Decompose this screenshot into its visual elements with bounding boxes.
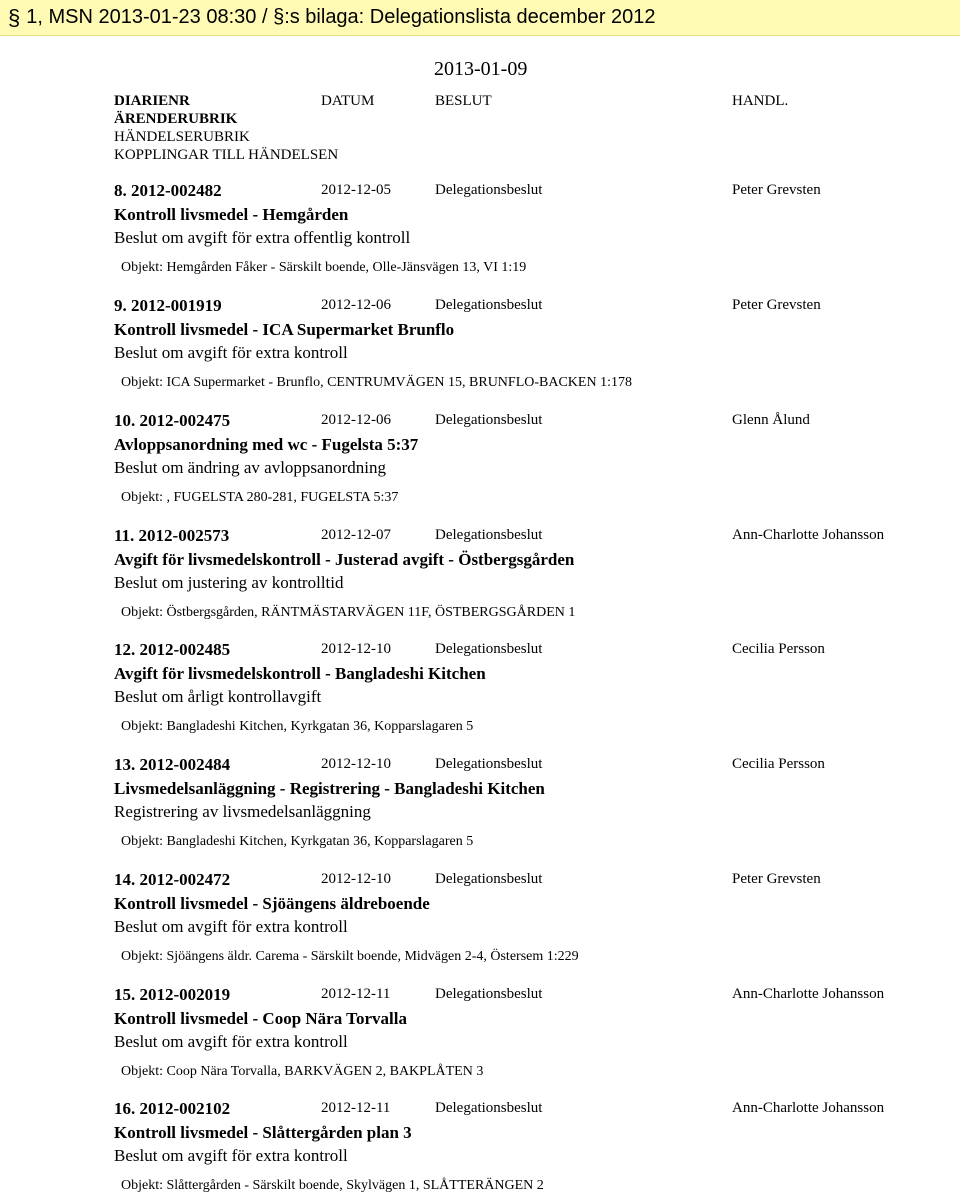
entry-description: Beslut om årligt kontrollavgift [114, 687, 322, 706]
entry-handler: Ann-Charlotte Johansson [732, 1100, 885, 1116]
entry-date: 2012-12-11 [321, 986, 391, 1002]
entry-number: 16. 2012-002102 [114, 1099, 231, 1118]
entry-number: 9. 2012-001919 [114, 296, 222, 315]
entry-handler: Peter Grevsten [732, 297, 821, 313]
list-item [0, 411, 960, 523]
entry-description: Beslut om avgift för extra kontroll [114, 1032, 348, 1051]
entry-description: Beslut om ändring av avloppsanordning [114, 458, 386, 477]
entry-object: Objekt: Bangladeshi Kitchen, Kyrkgatan 36, Kopparslagaren 5 [121, 719, 474, 734]
entry-object: Objekt: ICA Supermarket - Brunflo, CENTRUMVÄGEN 15, BRUNFLO-BACKEN 1:178 [121, 375, 632, 390]
entry-title: Avgift för livsmedelskontroll - Bangladeshi Kitchen [114, 664, 486, 683]
entry-number: 14. 2012-002472 [114, 870, 231, 889]
entry-description: Beslut om avgift för extra kontroll [114, 1146, 348, 1165]
list-item [0, 985, 960, 1097]
list-item [0, 755, 960, 867]
entry-object: Objekt: Bangladeshi Kitchen, Kyrkgatan 36, Kopparslagaren 5 [121, 834, 474, 849]
column-header-handl: HANDL. [732, 93, 789, 109]
column-header-handelserubrik: HÄNDELSERUBRIK [114, 129, 250, 145]
entry-decision: Delegationsbeslut [435, 871, 543, 887]
list-item [0, 870, 960, 982]
entry-title: Livsmedelsanläggning - Registrering - Bangladeshi Kitchen [114, 779, 545, 798]
entry-handler: Cecilia Persson [732, 756, 825, 772]
entry-object: Objekt: Slåttergården - Särskilt boende, Skylvägen 1, SLÅTTERÄNGEN 2 [121, 1178, 544, 1193]
entry-date: 2012-12-05 [321, 182, 391, 198]
entry-object: Objekt: Östbergsgården, RÄNTMÄSTARVÄGEN 11F, ÖSTBERGSGÅRDEN 1 [121, 605, 576, 620]
entry-title: Kontroll livsmedel - Sjöängens äldreboende [114, 894, 430, 913]
entry-decision: Delegationsbeslut [435, 182, 543, 198]
entry-handler: Cecilia Persson [732, 641, 825, 657]
list-item [0, 1099, 960, 1198]
entry-handler: Peter Grevsten [732, 871, 821, 887]
entry-decision: Delegationsbeslut [435, 986, 543, 1002]
banner-title: 1, MSN 2013-01-23 08:30 / §:s bilaga: Delegationslista december 2012 [26, 6, 656, 28]
entry-object: Objekt: , FUGELSTA 280-281, FUGELSTA 5:37 [121, 490, 399, 505]
entry-description: Registrering av livsmedelsanläggning [114, 802, 371, 821]
entry-decision: Delegationsbeslut [435, 297, 543, 313]
entry-title: Kontroll livsmedel - Slåttergården plan 3 [114, 1123, 412, 1142]
entry-object: Objekt: Coop Nära Torvalla, BARKVÄGEN 2, BAKPLÅTEN 3 [121, 1064, 484, 1079]
entry-decision: Delegationsbeslut [435, 641, 543, 657]
entry-description: Beslut om avgift för extra offentlig kontroll [114, 228, 411, 247]
entry-title: Kontroll livsmedel - Hemgården [114, 205, 349, 224]
entry-handler: Glenn Ålund [732, 412, 810, 428]
document-date: 2013-01-09 [434, 58, 528, 80]
column-header-arenderubrik: ÄRENDERUBRIK [114, 111, 238, 127]
entry-object: Objekt: Sjöängens äldr. Carema - Särskilt boende, Midvägen 2-4, Östersem 1:229 [121, 949, 579, 964]
entry-description: Beslut om avgift för extra kontroll [114, 917, 348, 936]
column-header-diarienr: DIARIENR [114, 93, 190, 109]
entry-number: 11. 2012-002573 [114, 526, 230, 545]
entry-date: 2012-12-10 [321, 871, 391, 887]
list-item [0, 640, 960, 752]
entry-number: 12. 2012-002485 [114, 640, 231, 659]
entry-description: Beslut om avgift för extra kontroll [114, 343, 348, 362]
entry-title: Kontroll livsmedel - ICA Supermarket Brunflo [114, 320, 455, 339]
entry-handler: Ann-Charlotte Johansson [732, 986, 885, 1002]
entry-object: Objekt: Hemgården Fåker - Särskilt boende, Olle-Jänsvägen 13, VI 1:19 [121, 260, 527, 275]
list-item [0, 181, 960, 293]
entry-date: 2012-12-06 [321, 297, 391, 313]
entry-decision: Delegationsbeslut [435, 756, 543, 772]
section-sign-icon: § [8, 4, 21, 30]
entry-handler: Peter Grevsten [732, 182, 821, 198]
list-item [0, 296, 960, 408]
column-header-beslut: BESLUT [435, 93, 492, 109]
entry-number: 13. 2012-002484 [114, 755, 231, 774]
entry-title: Avloppsanordning med wc - Fugelsta 5:37 [114, 435, 419, 454]
entry-date: 2012-12-07 [321, 527, 391, 543]
entry-number: 10. 2012-002475 [114, 411, 231, 430]
entry-decision: Delegationsbeslut [435, 527, 543, 543]
entry-date: 2012-12-06 [321, 412, 391, 428]
entry-title: Kontroll livsmedel - Coop Nära Torvalla [114, 1009, 407, 1028]
entry-number: 8. 2012-002482 [114, 181, 222, 200]
entry-date: 2012-12-11 [321, 1100, 391, 1116]
entry-date: 2012-12-10 [321, 641, 391, 657]
entry-handler: Ann-Charlotte Johansson [732, 527, 885, 543]
entry-number: 15. 2012-002019 [114, 985, 231, 1004]
column-header-datum: DATUM [321, 93, 375, 109]
entry-decision: Delegationsbeslut [435, 1100, 543, 1116]
entry-decision: Delegationsbeslut [435, 412, 543, 428]
column-header-kopplingar: KOPPLINGAR TILL HÄNDELSEN [114, 147, 339, 163]
list-item [0, 526, 960, 638]
entry-description: Beslut om justering av kontrolltid [114, 573, 344, 592]
entry-title: Avgift för livsmedelskontroll - Justerad avgift - Östbergsgården [114, 550, 575, 569]
document-banner [0, 0, 960, 36]
entry-date: 2012-12-10 [321, 756, 391, 772]
